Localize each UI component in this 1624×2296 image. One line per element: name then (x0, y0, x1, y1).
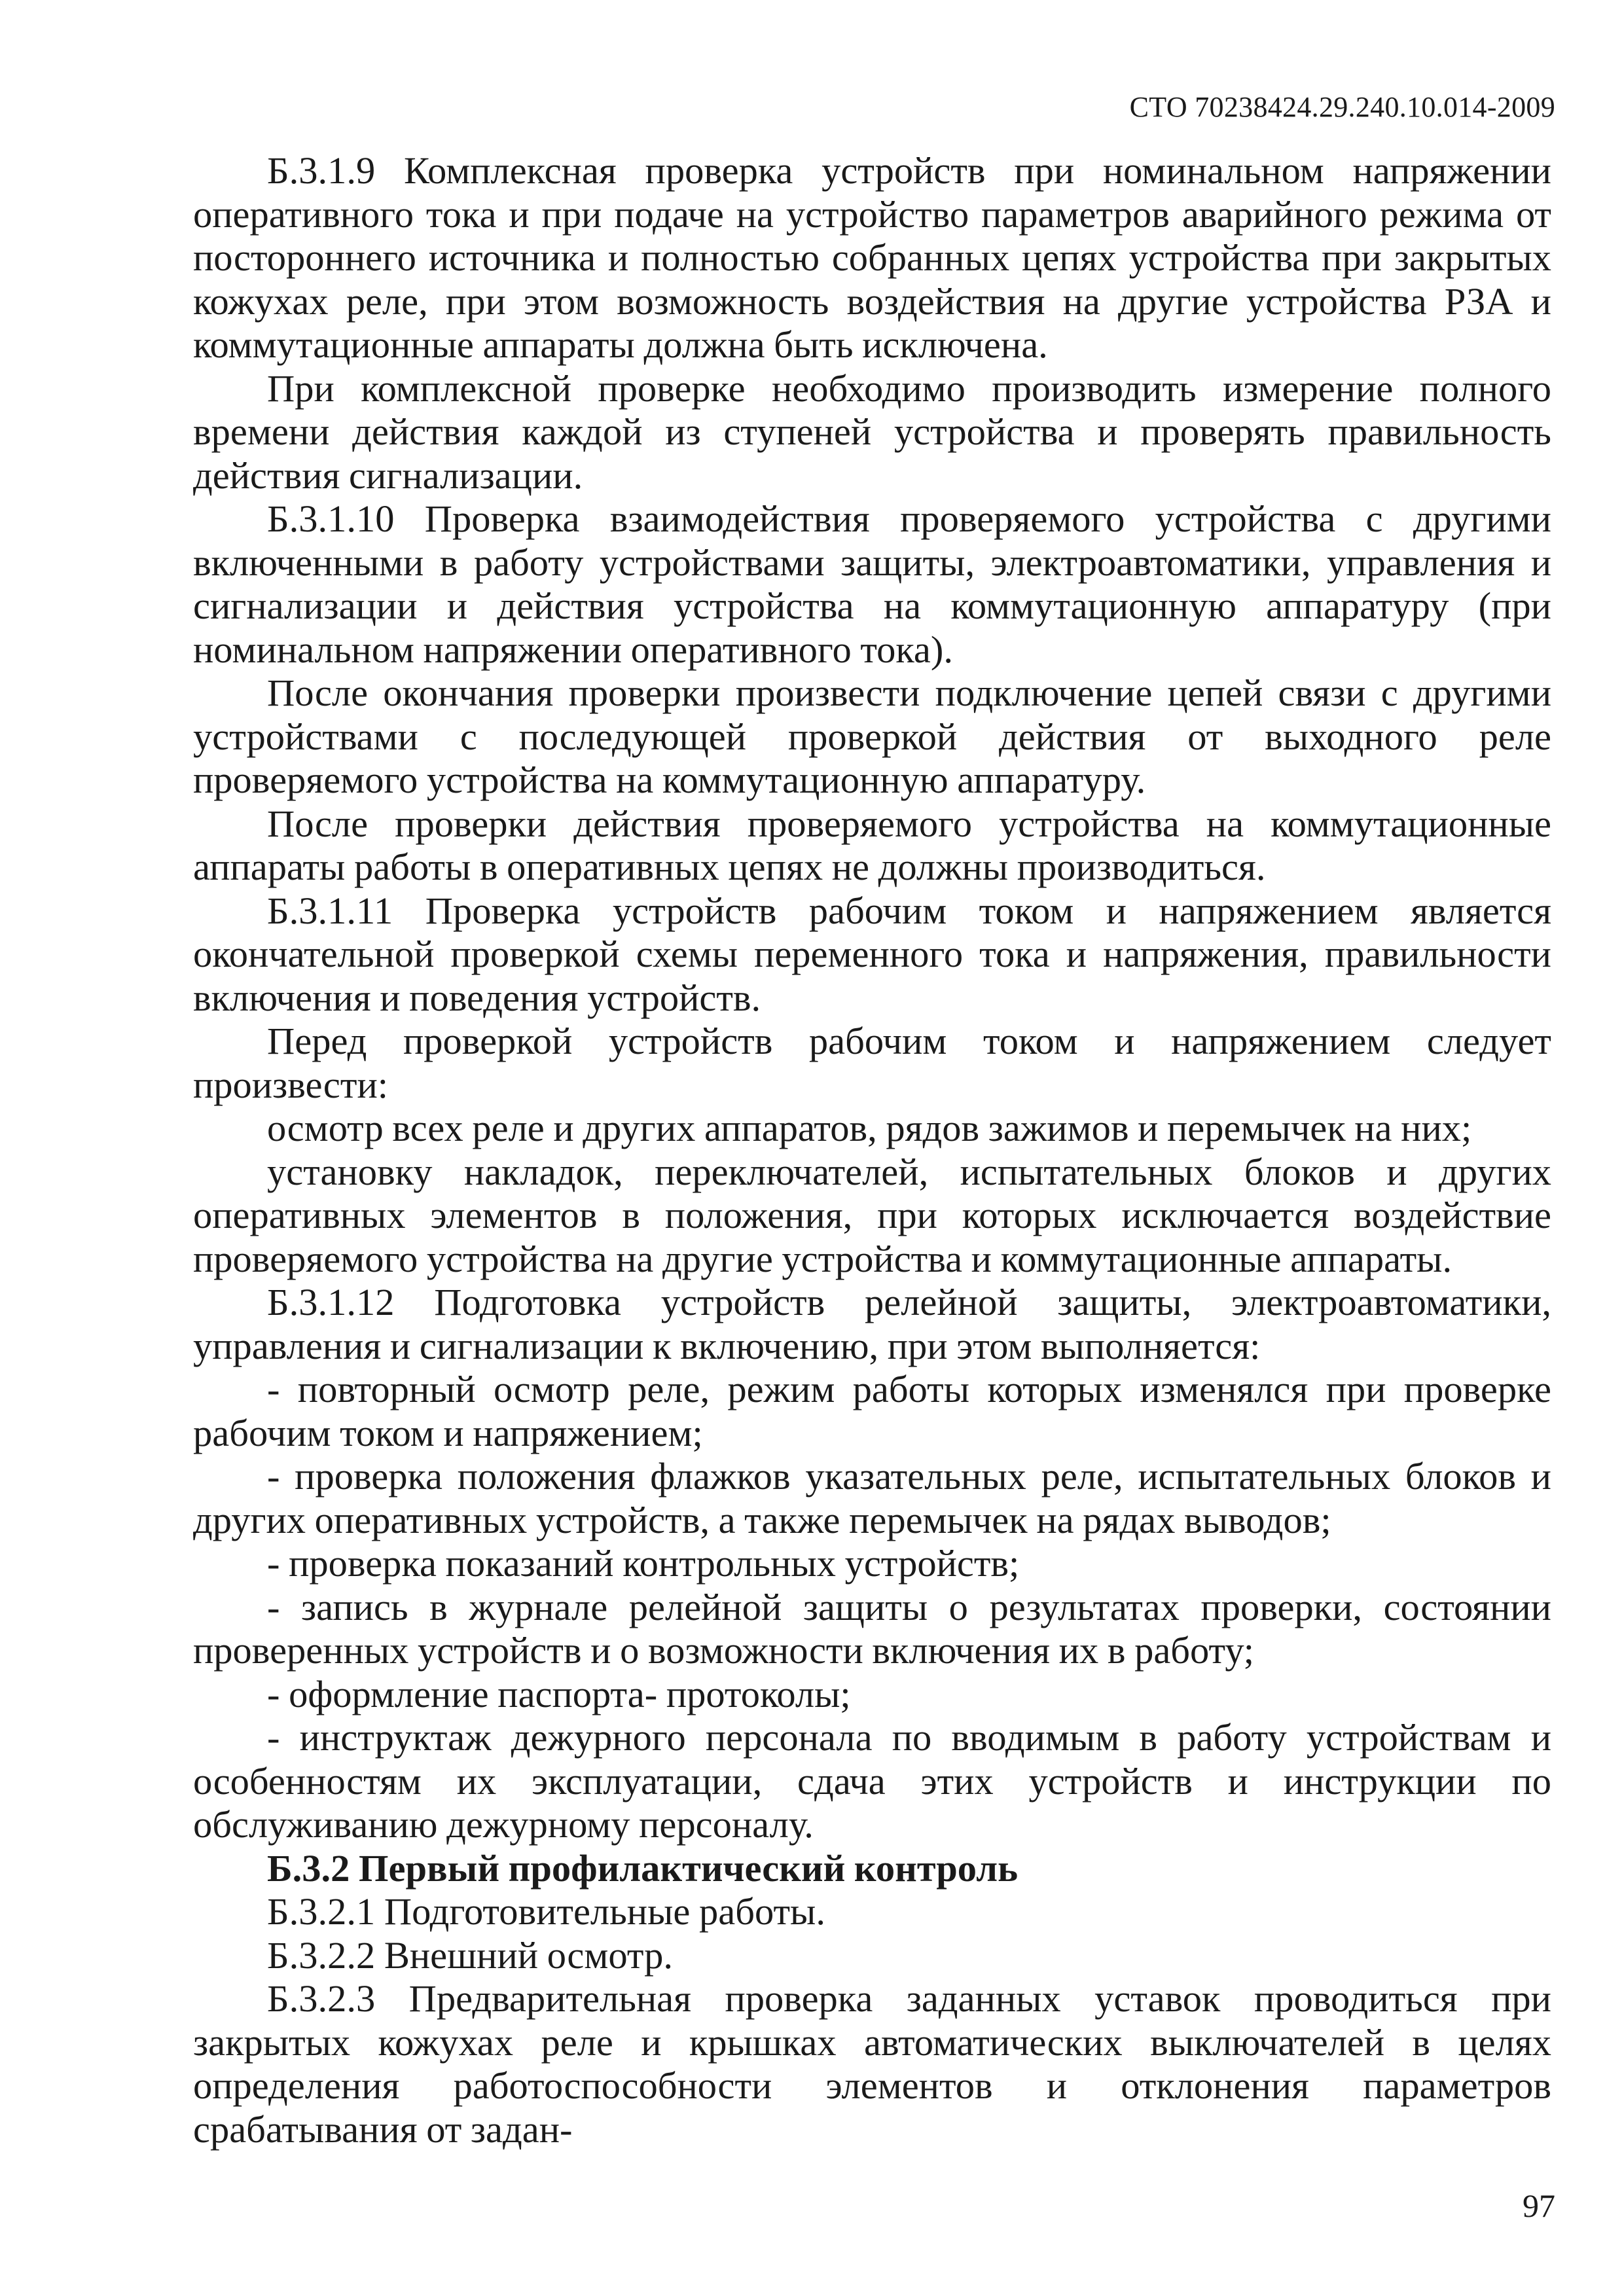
body-paragraph: При комплексной проверке необходимо производить измерение полного времени действия каждой из ступеней устройства и проверять правильность действия сигнализации. (193, 367, 1551, 497)
body-paragraph: Б.3.1.9 Комплексная проверка устройств при номинальном напряжении оперативного тока и при подаче на устройство параметров аварийного режима от постороннего источника и полностью собранных цепях устройства при закрытых кожухах реле, при этом возможность воздействия на другие устройства РЗА и коммутационные аппараты должна быть исключена. (193, 149, 1551, 366)
body-paragraph: После окончания проверки произвести подключение цепей связи с другими устройствами с последующей проверкой действия от выходного реле проверяемого устройства на коммутационную аппаратуру. (193, 672, 1551, 801)
body-paragraph: - повторный осмотр реле, режим работы которых изменялся при проверке рабочим током и напряжением; (193, 1368, 1551, 1454)
body-paragraph: Перед проверкой устройств рабочим током и напряжением следует произвести: (193, 1020, 1551, 1106)
body-paragraph: Б.3.2.2 Внешний осмотр. (267, 1933, 674, 1977)
body-paragraph: - проверка показаний контрольных устройств; (267, 1542, 1020, 1585)
document-body (193, 149, 1551, 2151)
body-paragraph: - оформление паспорта- протоколы; (267, 1672, 851, 1715)
body-paragraph: осмотр всех реле и других аппаратов, рядов зажимов и перемычек на них; (267, 1107, 1472, 1149)
section-heading: Б.3.2 Первый профилактический контроль (267, 1846, 1019, 1890)
body-paragraph: Б.3.2.3 Предварительная проверка заданных уставок проводиться при закрытых кожухах реле и крышках автоматических выключателей в целях определения работоспособности элементов и отклонения параметров срабатывания от задан- (193, 1977, 1551, 2151)
document-code-header: СТО 70238424.29.240.10.014-2009 (1129, 91, 1555, 123)
body-paragraph: - проверка положения флажков указательных реле, испытательных блоков и других оперативных устройств, а также перемычек на рядах выводов; (193, 1455, 1551, 1541)
body-paragraph: - инструктаж дежурного персонала по вводимым в работу устройствам и особенностям их эксплуатации, сдача этих устройств и инструкции по обслуживанию дежурному персоналу. (193, 1716, 1551, 1846)
body-paragraph: Б.3.1.10 Проверка взаимодействия проверяемого устройства с другими включенными в работу устройствами защиты, электроавтоматики, управления и сигнализации и действия устройства на коммутационную аппаратуру (при номинальном напряжении оперативного тока). (193, 497, 1551, 671)
body-paragraph: - запись в журнале релейной защиты о результатах проверки, состоянии проверенных устройств и о возможности включения их в работу; (193, 1585, 1551, 1672)
body-paragraph: Б.3.1.11 Проверка устройств рабочим током и напряжением является окончательной проверкой схемы переменного тока и напряжения, правильности включения и поведения устройств. (193, 889, 1551, 1019)
body-paragraph: После проверки действия проверяемого устройства на коммутационные аппараты работы в оперативных цепях не должны производиться. (193, 802, 1551, 888)
body-paragraph: Б.3.2.1 Подготовительные работы. (267, 1890, 825, 1933)
body-paragraph: установку накладок, переключателей, испытательных блоков и других оперативных элементов в положения, при которых исключается воздействие проверяемого устройства на другие устройства и коммутационные аппараты. (193, 1150, 1551, 1280)
body-paragraph: Б.3.1.12 Подготовка устройств релейной защиты, электроавтоматики, управления и сигнализации к включению, при этом выполняется: (193, 1281, 1551, 1367)
page-number: 97 (1523, 2187, 1555, 2224)
